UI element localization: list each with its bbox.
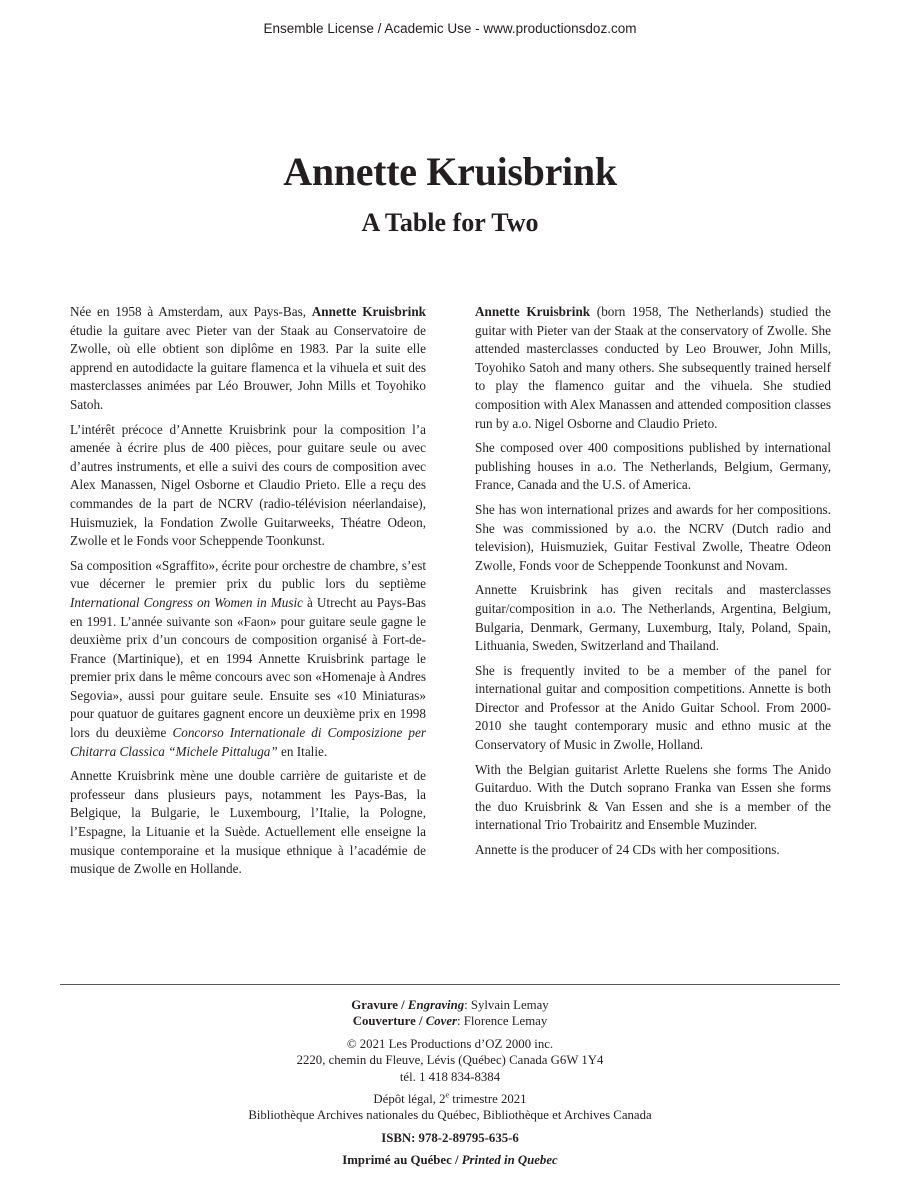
english-paragraph-7: Annette is the producer of 24 CDs with her compositions. (475, 842, 780, 858)
isbn-line: ISBN: 978-2-89795-635-6 (381, 1130, 519, 1145)
french-paragraph-1: Née en 1958 à Amsterdam, aux Pays-Bas, Annette Kruisbrink étudie la guitare avec Pieter van der Staak au Conservatoire de Zwolle, où elle obtient son diplôme en 1983. Par la suite elle apprend en autodidacte la guitare flamenca et la vihuela et suit des masterclasses animées par Léo Brouwer, John Mills et Toyohiko Satoh. (70, 304, 426, 412)
english-paragraph-1: Annette Kruisbrink (born 1958, The Netherlands) studied the guitar with Pieter van der Staak at the conservatory of Zwolle. She attended masterclasses conducted by Leo Brouwer, John Mills, Toyohiko Satoh and many others. She subsequently trained herself to play the flamenco guitar and the vihuela. She studied composition with Alex Manassen and attended composition classes run by a.o. Nigel Osborne and Claudio Prieto. (475, 304, 831, 431)
libraries-line: Bibliothèque Archives nationales du Québec, Bibliothèque et Archives Canada (248, 1108, 652, 1123)
english-paragraph-3: She has won international prizes and awards for her compositions. She was commissioned by a.o. the NCRV (Dutch radio and television), Huismuziek, Guitar Festival Zwolle, Theatre Odeon Zwolle, Fonds voor de Scheppende Toonkunst and Novam. (475, 501, 831, 573)
english-paragraph-5: She is frequently invited to be a member of the panel for international guitar and composition competitions. Annette is both Director and Professor at the Anido Guitar School. From 2000-2010 she taught contemporary music and ethno music at the Conservatory of Music in Zwolle, Holland. (475, 662, 831, 753)
english-paragraph-6: With the Belgian guitarist Arlette Ruelens she forms The Anido Guitarduo. With the Dutch soprano Franka van Essen she forms the duo Kruisbrink & Van Essen and she is a member of the international Trio Trobairitz and Ensemble Muzinder. (475, 761, 831, 833)
composer-name-title: Annette Kruisbrink (283, 149, 617, 194)
french-paragraph-2: L’intérêt précoce d’Annette Kruisbrink pour la composition l’a amenée à écrire plus de 400 pièces, pour guitare seule ou avec d’autres instruments, et elle a suivi des cours de composition avec Alex Manassen, Nigel Osborne et Claudio Prieto. Elle a reçu des commandes de la part de NCRV (radio-télévision néerlandaise), Huismuziek, la Fondation Zwolle Guitarweeks, Théatre Odeon, Zwolle et le Fonds voor Scheppende Toonkunst. (70, 421, 426, 549)
english-paragraph-2: She composed over 400 compositions published by international publishing houses in a.o. The Netherlands, Belgium, Germany, France, Canada and the U.S. of America. (475, 440, 831, 493)
phone-line: tél. 1 418 834-8384 (399, 1069, 501, 1084)
legal-deposit-line: Dépôt légal, 2e trimestre 2021 (373, 1090, 527, 1107)
divider-rule (60, 984, 840, 985)
composer-name-bold: Annette Kruisbrink (475, 304, 591, 319)
english-biography (475, 303, 831, 866)
copyright-line: © 2021 Les Productions d’OZ 2000 inc. (346, 1036, 554, 1051)
english-paragraph-4: Annette Kruisbrink has given recitals and masterclasses guitar/composition in a.o. The Netherlands, Argentina, Belgium, Bulgaria, Denmark, Germany, Luxemburg, Italy, Poland, Spain, Lithuania, Sweden, Switzerland and Thailand. (475, 582, 831, 654)
license-header: Ensemble License / Academic Use - www.productionsdoz.com (263, 21, 637, 36)
french-biography (70, 303, 426, 885)
engraving-credit: Gravure / Engraving: Sylvain Lemay (351, 998, 549, 1012)
composer-name-bold: Annette Kruisbrink (311, 304, 426, 319)
colophon (0, 997, 900, 1169)
french-paragraph-3: Sa composition «Sgraffito», écrite pour orchestre de chambre, s’est vue décerner le premier prix du public lors du septième International Congress on Women in Music à Utrecht au Pays-Bas en 1991. L’année suivante son «Faon» pour guitare seule gagne le deuxième prix d’un concours de composition organisé à Fort-de-France (Martinique), et en 1994 Annette Kruisbrink partage le premier prix dans le même concours avec son «Homenaje à Andres Segovia», aussi pour guitare seule. Ensuite ses «10 Miniaturas» pour quatuor de guitares gagnent encore un deuxième prix en 1998 lors du deuxième Concorso Internationale di Composizione per Chitarra Classica “Michele Pittaluga” en Italie. (70, 557, 427, 759)
address-line: 2220, chemin du Fleuve, Lévis (Québec) Canada G6W 1Y4 (296, 1053, 604, 1068)
french-paragraph-4: Annette Kruisbrink mène une double carrière de guitariste et de professeur dans plusieurs pays, notamment les Pays-Bas, la Belgique, la Bulgarie, le Luxembourg, l’Italie, la Pologne, l’Espagne, la Lituanie et la Suède. Actuellement elle enseigne la musique contemporaine et la musique ethnique à l’académie de musique de Zwolle en Hollande. (70, 768, 426, 877)
printed-line: Imprimé au Québec / Printed in Quebec (342, 1153, 558, 1168)
cover-credit: Couverture / Cover: Florence Lemay (352, 1014, 548, 1029)
work-title: A Table for Two (361, 208, 539, 237)
